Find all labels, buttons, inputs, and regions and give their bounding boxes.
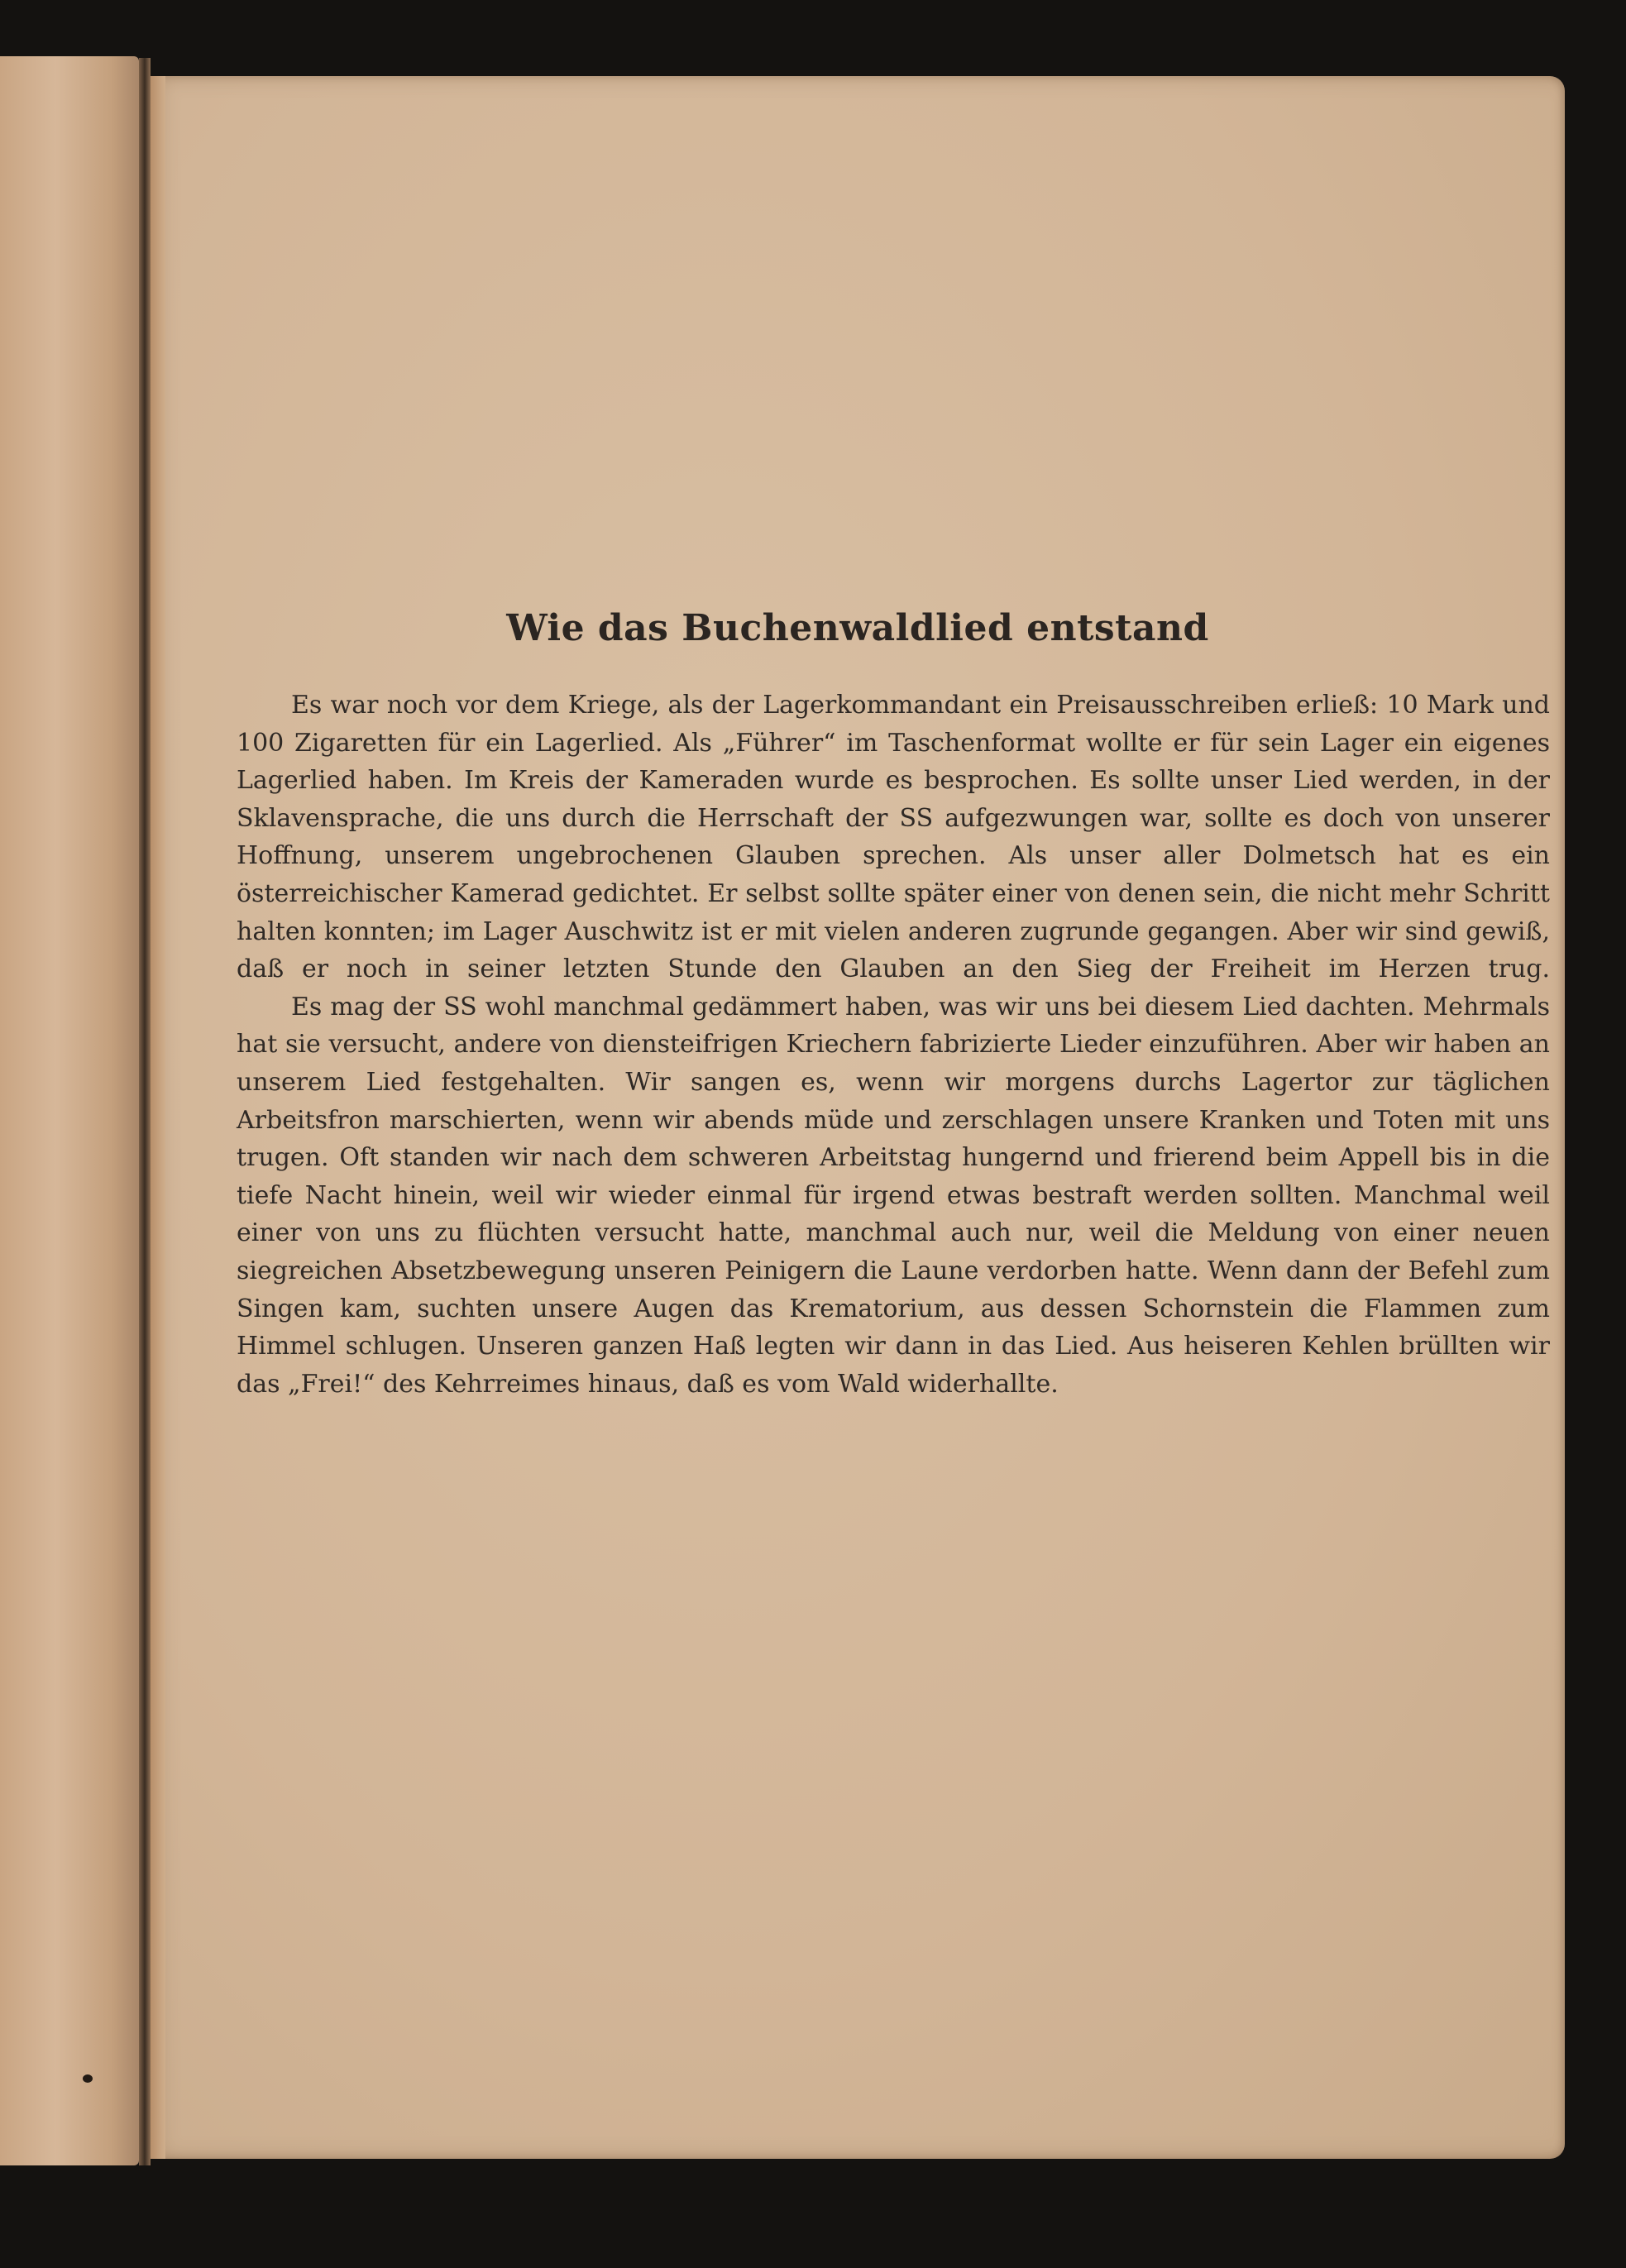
paragraph-1: Es war noch vor dem Kriege, als der Lagerkommandant ein Preisausschreiben erließ: 10 Mark und 100 Zigaretten für ein Lagerlied. Als „Führer“ im Taschenformat wollte er für sein Lager ein eigenes Lagerlied haben. Im Kreis der Kameraden wurde es besprochen. Es sollte unser Lied werden, in der Sklavensprache, die uns durch die Herrschaft der SS aufgezwungen war, sollte es doch von unserer Hoffnung, unserem ungebrochenen Glauben sprechen. Als unser aller Dolmetsch hat es ein österreichischer Kamerad gedichtet. Er selbst sollte später einer von denen sein, die nicht mehr Schritt halten konnten; im Lager Auschwitz ist er mit vielen anderen zugrunde gegangen. Aber wir sind gewiß, daß er noch in seiner letzten Stunde den Glauben an den Sieg der Freiheit im Herzen trug. [237,691,1550,984]
page-title: Wie das Buchenwaldlied entstand [506,607,1209,649]
facing-page-edge [0,56,139,2165]
page-spine-shadow [151,76,165,2159]
book-gutter [139,58,151,2165]
book-page [151,76,1565,2159]
paragraph-2: Es mag der SS wohl manchmal gedämmert haben, was wir uns bei diesem Lied dachten. Mehrmals hat sie versucht, andere von diensteifrigen Kriechern fabrizierte Lieder einzuführen. Aber wir haben an unserem Lied festgehalten. Wir sangen es, wenn wir morgens durchs Lagertor zur täglichen Arbeitsfron marschierten, wenn wir abends müde und zerschlagen unsere Kranken und Toten mit uns trugen. Oft standen wir nach dem schweren Arbeitstag hungernd und frierend beim Appell bis in die tiefe Nacht hinein, weil wir wieder einmal für irgend etwas bestraft werden sollten. Manchmal weil einer von uns zu flüchten versucht hatte, manchmal auch nur, weil die Meldung von einer neuen siegreichen Absetzbewegung unseren Peinigern die Laune verdorben hatte. Wenn dann der Befehl zum Singen kam, suchten unsere Augen das Krematorium, aus dessen Schornstein die Flammen zum Himmel schlugen. Unseren ganzen Haß legten wir dann in das Lied. Aus heiseren Kehlen brüllten wir das „Frei!“ des Kehrreimes hinaus, daß es vom Wald widerhallte. [237,992,1550,1399]
body-text [237,687,1550,1403]
ink-spot [83,2074,93,2083]
